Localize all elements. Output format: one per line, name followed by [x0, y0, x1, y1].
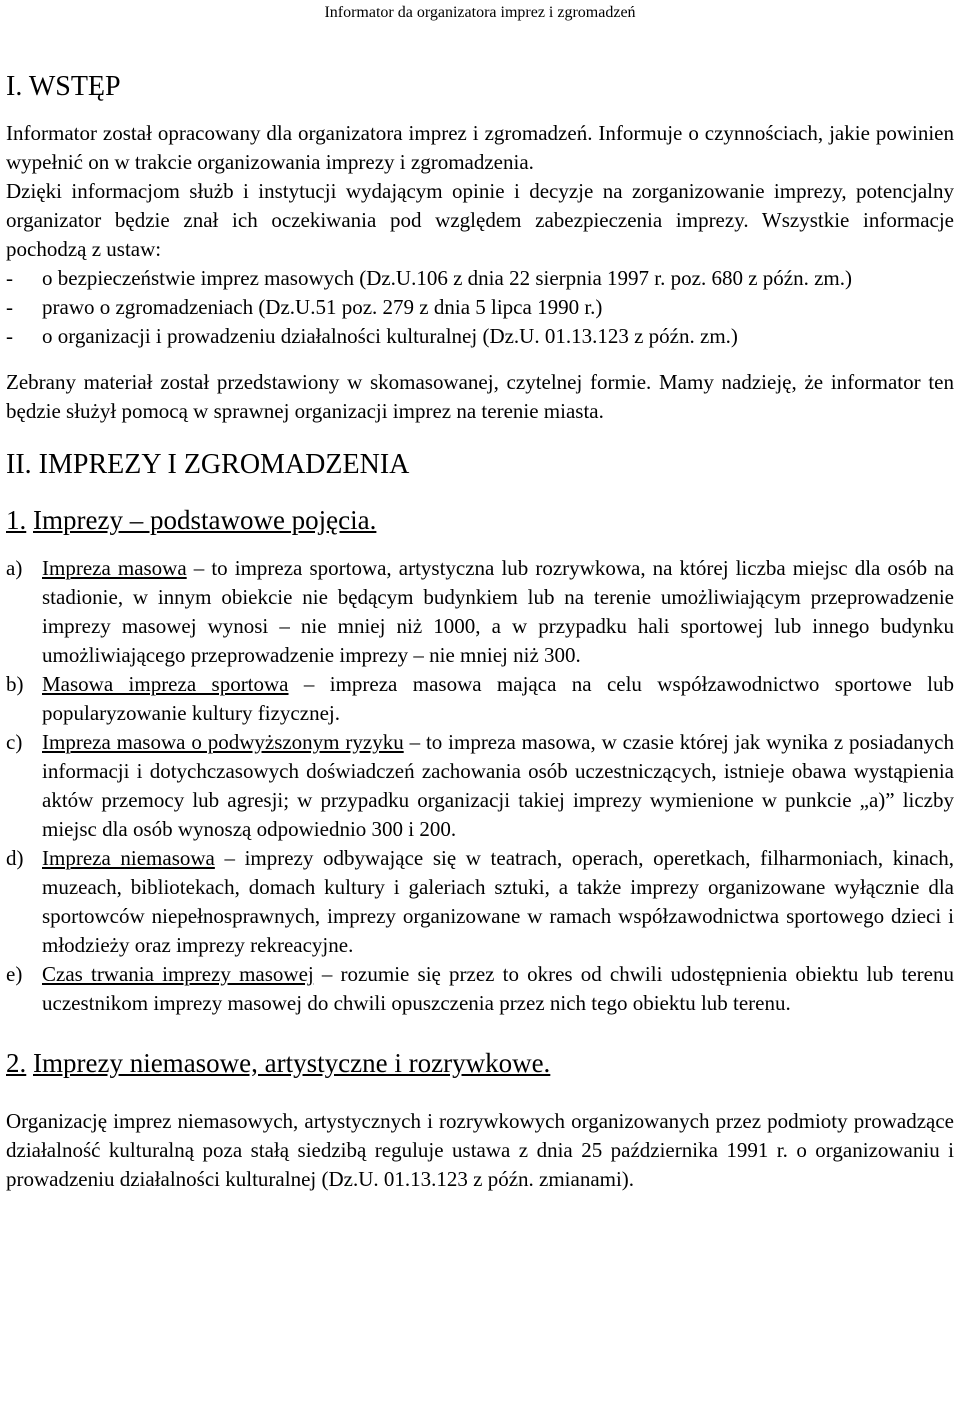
definition-term: Impreza masowa	[42, 556, 187, 580]
law-text: o organizacji i prowadzeniu działalności kulturalnej (Dz.U. 01.13.123 z późn. zm.)	[42, 324, 738, 348]
definition-text: – to impreza masowa, w czasie której jak wynika z posiadanych informacji i dotychczasowych doświadczeń zachowania osób uczestniczących, istnieje obawa wystąpienia aktów przemocy lub agresji; w przypadku organizacji takiej imprezy wymienione w punkcie „a)” liczby miejsc dla osób wynoszą odpowiednio 300 i 200.	[42, 730, 954, 841]
section-1-heading: I. WSTĘP	[6, 71, 121, 102]
running-header: Informator da organizatora imprez i zgromadzeń	[324, 4, 636, 21]
definition-term: Impreza niemasowa	[42, 846, 215, 870]
definition-text: – to impreza sportowa, artystyczna lub rozrywkowa, na której liczba miejsc dla osób na stadionie, w innym obiekcie nie będącym budynkiem lub na terenie umożliwiającym przeprowadzenie imprezy masowej wynosi – nie mniej niż 1000, a w przypadku hali sportowej lub innego budynku umożliwiającego przeprowadzenie imprezy – nie mniej niż 300.	[42, 556, 954, 667]
intro-paragraph-1: Informator został opracowany dla organizatora imprez i zgromadzeń. Informuje o czynnościach, jakie powinien wypełnić on w trakcie organizowania imprezy i zgromadzenia.	[6, 121, 954, 174]
law-list	[6, 264, 954, 351]
subsection-1-number: 1.	[6, 505, 27, 535]
definition-item	[6, 844, 954, 960]
definition-item	[6, 960, 954, 1018]
definition-text: – impreza masowa mająca na celu współzawodnictwo sportowe lub popularyzowanie kultury fizycznej.	[42, 672, 954, 725]
definition-text: – imprezy odbywające się w teatrach, operach, operetkach, filharmoniach, kinach, muzeach, bibliotekach, domach kultury i galeriach sztuki, a także imprezy organizowane wyłącznie dla sportowców niepełnosprawnych, imprezy organizowane w ramach współzawodnictwa sportowego dzieci i młodzieży oraz imprezy rekreacyjne.	[42, 846, 954, 957]
definition-term: Masowa impreza sportowa	[42, 672, 289, 696]
list-dash: -	[6, 324, 13, 348]
list-dash: -	[6, 266, 13, 290]
subsection-2-title: Imprezy niemasowe, artystyczne i rozrywkowe.	[33, 1048, 551, 1078]
subsection-2-heading	[6, 1047, 954, 1079]
definition-marker: b)	[6, 672, 24, 696]
law-item	[6, 264, 954, 293]
definition-marker: a)	[6, 556, 23, 580]
definition-item	[6, 670, 954, 728]
document-page	[6, 0, 954, 1194]
subsection-2-number: 2.	[6, 1048, 27, 1078]
law-item	[6, 322, 954, 351]
definition-text: – rozumie się przez to okres od chwili udostępnienia obiektu lub terenu uczestnikom imprezy masowej do chwili opuszczenia przez nich tego obiektu lub terenu.	[42, 962, 954, 1015]
definition-marker: e)	[6, 962, 23, 986]
intro-paragraph-2: Dzięki informacjom służb i instytucji wydającym opinie i decyzje na zorganizowanie imprezy, potencjalny organizator będzie znał ich oczekiwania pod względem zabezpieczenia imprezy. Wszystkie informacje pochodzą z ustaw:	[6, 179, 954, 261]
law-item	[6, 293, 954, 322]
definition-item	[6, 728, 954, 844]
definition-marker: d)	[6, 846, 24, 870]
closing-paragraph: Zebrany materiał został przedstawiony w skomasowanej, czytelnej formie. Mamy nadzieję, że informator ten będzie służył pomocą w sprawnej organizacji imprez na terenie miasta.	[6, 370, 954, 423]
law-text: prawo o zgromadzeniach (Dz.U.51 poz. 279 z dnia 5 lipca 1990 r.)	[42, 295, 603, 319]
subsection-1-title: Imprezy – podstawowe pojęcia.	[33, 505, 377, 535]
subsection-2-paragraph: Organizację imprez niemasowych, artystycznych i rozrywkowych organizowanych przez podmioty prowadzące działalność kulturalną poza stałą siedzibą reguluje ustawa z dnia 25 października 1991 r. o organizowaniu i prowadzeniu działalności kulturalnej (Dz.U. 01.13.123 z późn. zmianami).	[6, 1109, 954, 1191]
section-2-heading: II. IMPREZY I ZGROMADZENIA	[6, 449, 410, 480]
list-dash: -	[6, 295, 13, 319]
definition-marker: c)	[6, 730, 23, 754]
definition-term: Czas trwania imprezy masowej	[42, 962, 314, 986]
definition-item	[6, 554, 954, 670]
definition-term: Impreza masowa o podwyższonym ryzyku	[42, 730, 404, 754]
definitions-list	[6, 554, 954, 1018]
law-text: o bezpieczeństwie imprez masowych (Dz.U.106 z dnia 22 sierpnia 1997 r. poz. 680 z późn. zm.)	[42, 266, 852, 290]
subsection-1-heading	[6, 504, 954, 536]
